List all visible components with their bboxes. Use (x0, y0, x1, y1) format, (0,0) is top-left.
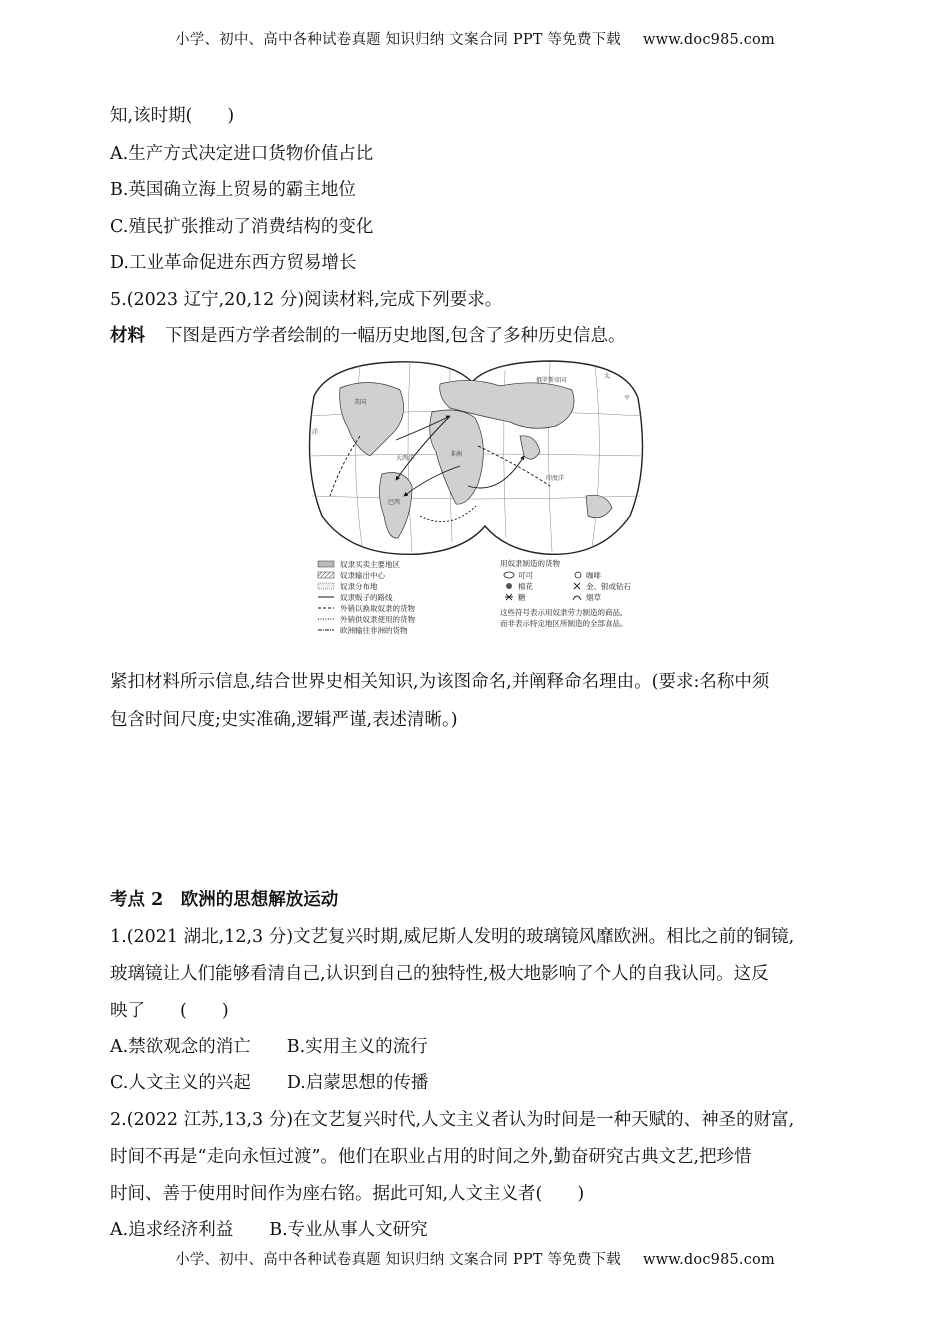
label-pacific-1: 太 (604, 373, 611, 380)
label-atlantic: 大西洋 (396, 455, 415, 462)
legend-left-5: 外销以换取奴隶的货物 (340, 604, 415, 613)
q2-line2: 时间不再是“走向永恒过渡”。他们在职业占用的时间之外,勤奋研究古典文艺,把珍惜 (110, 1147, 752, 1167)
label-russia: 俄罗斯帝国 (536, 377, 567, 384)
map-legend-left (318, 559, 415, 635)
q1-line2: 玻璃镜让人们能够看清自己,认识到自己的独特性,极大地影响了个人的自我认同。这反 (110, 964, 769, 984)
map-legend-right (500, 558, 631, 628)
page-footer (0, 1248, 950, 1269)
material-text: 下图是西方学者绘制的一幅历史地图,包含了多种历史信息。 (165, 326, 626, 346)
q1-option-b: B.实用主义的流行 (286, 1037, 428, 1057)
header-text: 小学、初中、高中各种试卷真题 知识归纳 文案合同 PPT 等免费下载 (175, 32, 621, 48)
q2-line1: 2.(2022 江苏,13,3 分)在文艺复兴时代,人文主义者认为时间是一种天赋的、神圣的财富, (110, 1110, 795, 1130)
q2-options-ab (110, 1216, 428, 1241)
q4-stem-tail: 知,该时期( ) (110, 106, 235, 126)
legend-note-1: 这些符号表示用奴隶劳力制造的商品, (500, 608, 623, 617)
legend-left-6: 外销供奴隶使用的货物 (340, 615, 415, 624)
label-africa: 非洲 (450, 451, 463, 458)
footer-text: 小学、初中、高中各种试卷真题 知识归纳 文案合同 PPT 等免费下载 (175, 1252, 621, 1268)
q5-title: 5.(2023 辽宁,20,12 分)阅读材料,完成下列要求。 (110, 290, 503, 310)
label-indian-ocean: 印度洋 (546, 475, 565, 482)
q1-option-d: D.启蒙思想的传播 (286, 1073, 429, 1093)
legend-left-4: 奴隶贩子的路线 (340, 593, 393, 602)
legend-sugar: 糖 (518, 593, 526, 602)
legend-left-1: 奴隶买卖主要地区 (340, 560, 400, 569)
q1-options-ab (110, 1033, 428, 1058)
footer-site: www.doc985.com (642, 1252, 775, 1268)
q4-option-b: B.英国确立海上贸易的霸主地位 (110, 180, 356, 200)
q4-option-a: A.生产方式决定进口货物价值占比 (110, 144, 374, 164)
legend-left-2: 奴隶输出中心 (340, 571, 385, 580)
q5-material (110, 322, 626, 347)
q4-option-c: C.殖民扩张推动了消费结构的变化 (110, 217, 374, 237)
legend-left-3: 奴隶分布地 (340, 582, 378, 591)
q1-options-cd (110, 1069, 428, 1094)
page-header (0, 28, 950, 49)
legend-coffee: 咖啡 (586, 571, 601, 580)
q1-option-a: A.禁欲观念的消亡 (110, 1037, 251, 1057)
header-site: www.doc985.com (642, 32, 775, 48)
q1-option-c: C.人文主义的兴起 (110, 1073, 251, 1093)
slave-trade-map-figure (300, 356, 650, 638)
q2-line3: 时间、善于使用时间作为座右铭。据此可知,人文主义者( ) (110, 1184, 585, 1204)
legend-note-2: 而非表示特定地区所制造的全部食品。 (500, 619, 628, 628)
label-brazil: 巴西 (388, 499, 401, 506)
q5-question-line1: 紧扣材料所示信息,结合世界史相关知识,为该图命名,并阐释命名理由。(要求:名称中须 (110, 672, 770, 692)
label-pacific-2: 平 (624, 395, 631, 402)
label-usa: 美国 (354, 399, 367, 406)
legend-right-title: 用奴隶制造的货物 (500, 559, 560, 568)
q1-line3: 映了 ( ) (110, 1001, 229, 1021)
legend-tobacco: 烟草 (586, 593, 601, 602)
q2-option-b: B.专业从事人文研究 (269, 1220, 428, 1240)
section-title: 考点 2 欧洲的思想解放运动 (110, 890, 339, 910)
label-pacific-3: 洋 (312, 429, 319, 436)
legend-cotton: 棉花 (518, 582, 533, 591)
material-label: 材料 (110, 326, 145, 346)
q1-line1: 1.(2021 湖北,12,3 分)文艺复兴时期,威尼斯人发明的玻璃镜风靡欧洲。相比之前的铜镜, (110, 927, 795, 947)
legend-gold-silver: 金、银或钻石 (586, 582, 631, 591)
legend-cocoa: 可可 (518, 571, 533, 580)
q2-option-a: A.追求经济利益 (110, 1220, 234, 1240)
legend-left-7: 欧洲输往非洲的货物 (340, 626, 408, 635)
q5-question-line2: 包含时间尺度;史实准确,逻辑严谨,表述清晰。) (110, 710, 458, 730)
q4-option-d: D.工业革命促进东西方贸易增长 (110, 253, 357, 273)
